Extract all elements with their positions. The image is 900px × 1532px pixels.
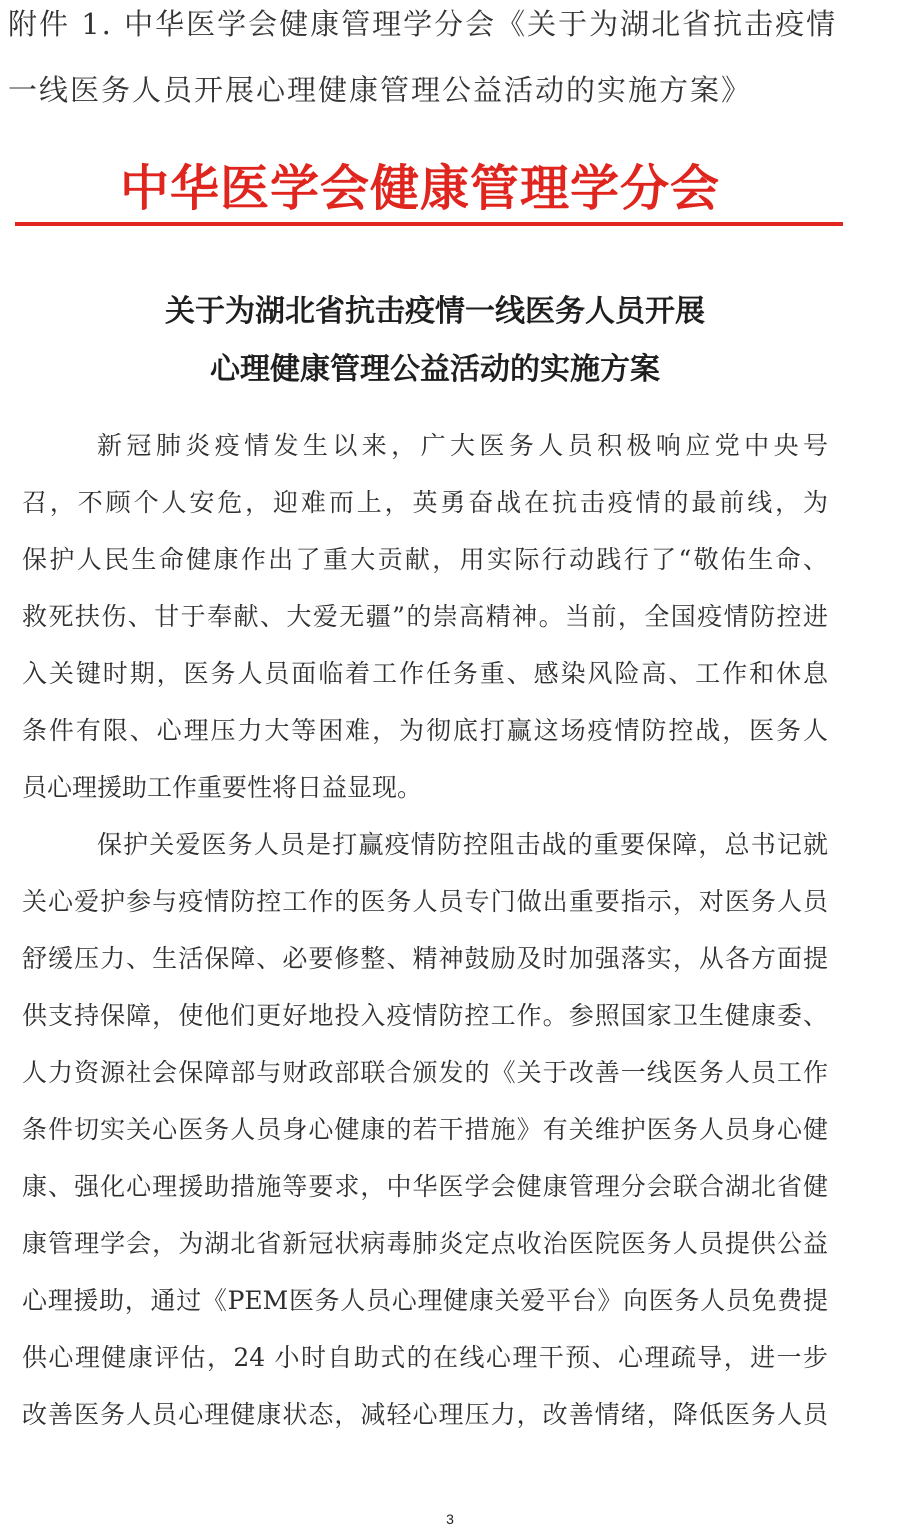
document-title-line-2-text: 心理健康管理公益活动的实施方案 <box>210 352 660 387</box>
attachment-heading-line-1: 附件 1. 中华医学会健康管理学分会《关于为湖北省抗击疫情 <box>8 7 838 41</box>
paragraph-2-line-9: 心理援助，通过《PEM医务人员心理健康关爱平台》向医务人员免费提 <box>22 1286 828 1315</box>
document-title-line-2 <box>0 344 900 388</box>
paragraph-2-line-6: 条件切实关心医务人员身心健康的若干措施》有关维护医务人员身心健 <box>22 1115 828 1144</box>
paragraph-2-line-2: 关心爱护参与疫情防控工作的医务人员专门做出重要指示，对医务人员 <box>22 887 828 916</box>
paragraph-1-line-7: 员心理援助工作重要性将日益显现。 <box>22 773 423 802</box>
paragraph-1-line-2: 召，不顾个人安危，迎难而上，英勇奋战在抗击疫情的最前线，为 <box>22 488 828 517</box>
document-title-line-1 <box>0 286 900 330</box>
document-title-line-1-text: 关于为湖北省抗击疫情一线医务人员开展 <box>165 294 705 329</box>
paragraph-2-line-1: 保护关爱医务人员是打赢疫情防控阻击战的重要保障，总书记就 <box>97 830 828 859</box>
paragraph-1-line-5: 入关键时期，医务人员面临着工作任务重、感染风险高、工作和休息 <box>22 659 828 688</box>
paragraph-2-line-10: 供心理健康评估，24 小时自助式的在线心理干预、心理疏导，进一步 <box>22 1343 828 1372</box>
letterhead-red-rule <box>15 222 843 226</box>
paragraph-2-line-5: 人力资源社会保障部与财政部联合颁发的《关于改善一线医务人员工作 <box>22 1058 828 1087</box>
attachment-heading-line-2: 一线医务人员开展心理健康管理公益活动的实施方案》 <box>8 73 753 107</box>
paragraph-1-line-1: 新冠肺炎疫情发生以来，广大医务人员积极响应党中央号 <box>97 431 828 460</box>
page-number: 3 <box>446 1511 454 1527</box>
paragraph-2-line-11: 改善医务人员心理健康状态，减轻心理压力，改善情绪，降低医务人员 <box>22 1400 828 1429</box>
paragraph-2-line-7: 康、强化心理援助措施等要求，中华医学会健康管理分会联合湖北省健 <box>22 1172 828 1201</box>
paragraph-1-line-3: 保护人民生命健康作出了重大贡献，用实际行动践行了“敬佑生命、 <box>22 545 828 574</box>
paragraph-2-line-4: 供支持保障，使他们更好地投入疫情防控工作。参照国家卫生健康委、 <box>22 1001 828 1030</box>
letterhead-organization-text: 中华医学会健康管理学分会 <box>119 160 720 217</box>
paragraph-2-line-8: 康管理学会，为湖北省新冠状病毒肺炎定点收治医院医务人员提供公益 <box>22 1229 828 1258</box>
paragraph-2-line-3: 舒缓压力、生活保障、必要修整、精神鼓励及时加强落实，从各方面提 <box>22 944 828 973</box>
letterhead-organization <box>0 150 900 220</box>
paragraph-1-line-6: 条件有限、心理压力大等困难，为彻底打赢这场疫情防控战，医务人 <box>22 716 828 745</box>
paragraph-1-line-4: 救死扶伤、甘于奉献、大爱无疆”的崇高精神。当前，全国疫情防控进 <box>22 602 828 631</box>
